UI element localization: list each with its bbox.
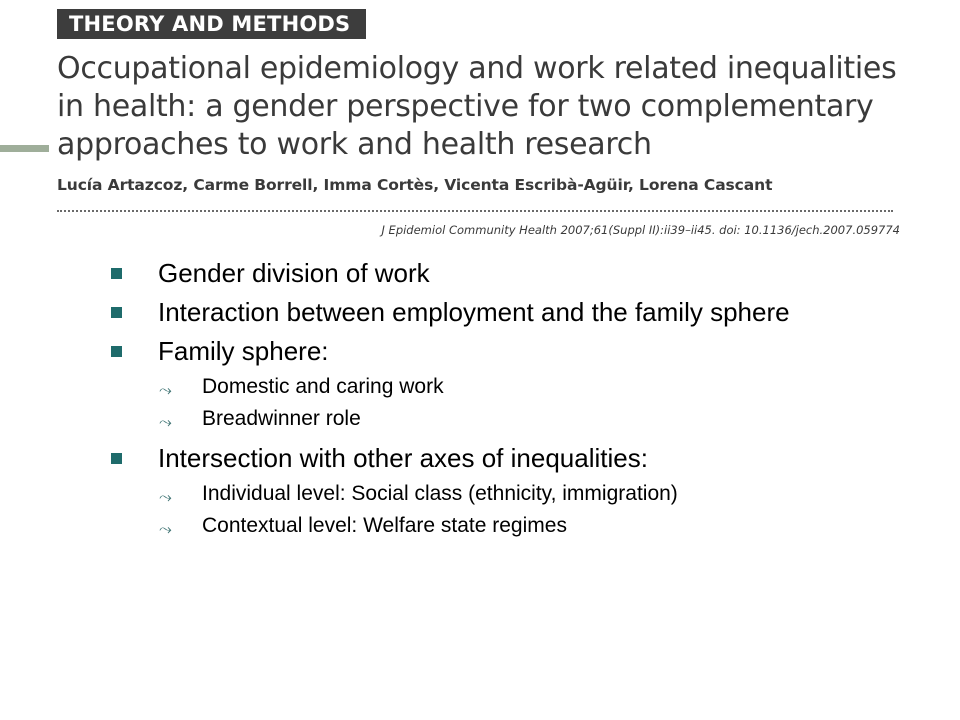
bullet-list bbox=[0, 258, 960, 546]
sub-bullet-text: Contextual level: Welfare state regimes bbox=[202, 514, 567, 537]
bullet-text: Interaction between employment and the family sphere bbox=[158, 297, 790, 327]
square-bullet-icon bbox=[111, 346, 122, 357]
sub-bullet-text: Individual level: Social class (ethnicity, immigration) bbox=[202, 482, 678, 505]
dotted-divider bbox=[57, 210, 893, 212]
author-list: Lucía Artazcoz, Carme Borrell, Imma Cortès, Vicenta Escribà-Agüir, Lorena Cascant bbox=[57, 176, 773, 194]
journal-citation: J Epidemiol Community Health 2007;61(Suppl II):ii39–ii45. doi: 10.1136/jech.2007.059774 bbox=[381, 223, 900, 237]
hook-bullet-icon: ⤳ bbox=[159, 519, 172, 538]
bullet-text: Family sphere: bbox=[158, 336, 329, 366]
bullet-item bbox=[0, 443, 848, 473]
sub-bullet-text: Breadwinner role bbox=[202, 407, 361, 430]
section-banner: THEORY AND METHODS bbox=[57, 9, 366, 39]
bullet-text: Intersection with other axes of inequalities: bbox=[158, 443, 648, 473]
side-accent-bar bbox=[0, 145, 49, 152]
sub-bullet-item bbox=[0, 482, 960, 506]
sub-bullet-item bbox=[0, 375, 960, 399]
hook-bullet-icon: ⤳ bbox=[159, 412, 172, 431]
hook-bullet-icon: ⤳ bbox=[159, 487, 172, 506]
square-bullet-icon bbox=[111, 268, 122, 279]
bullet-item bbox=[0, 297, 848, 327]
square-bullet-icon bbox=[111, 307, 122, 318]
bullet-text: Gender division of work bbox=[158, 258, 430, 288]
bullet-item bbox=[0, 258, 848, 288]
square-bullet-icon bbox=[111, 453, 122, 464]
sub-bullet-item bbox=[0, 407, 960, 431]
hook-bullet-icon: ⤳ bbox=[159, 380, 172, 399]
sub-bullet-item bbox=[0, 514, 960, 538]
bullet-item bbox=[0, 336, 848, 366]
paper-title: Occupational epidemiology and work related inequalities in health: a gender perspective for two complementary approaches to work and health research bbox=[57, 51, 897, 162]
sub-bullet-text: Domestic and caring work bbox=[202, 375, 444, 398]
